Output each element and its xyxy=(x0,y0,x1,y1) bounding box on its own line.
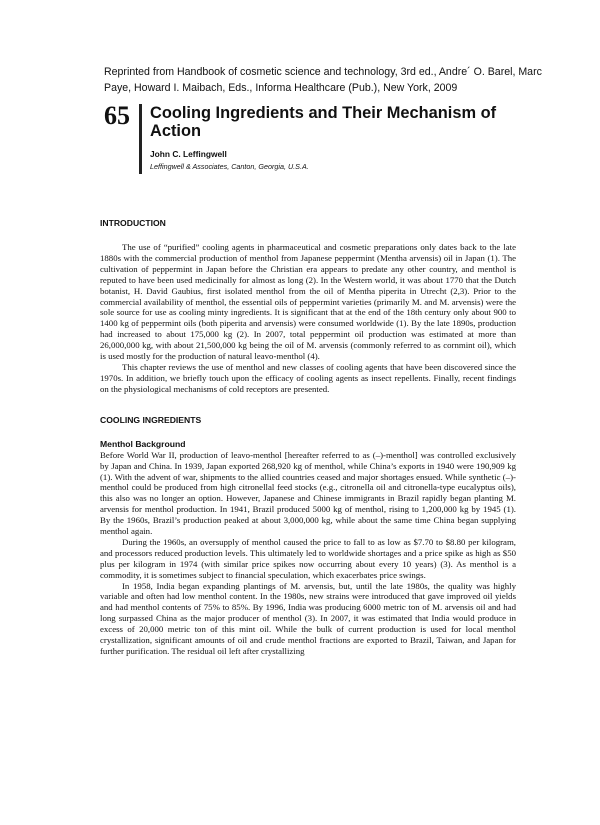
intro-paragraph-2: This chapter reviews the use of menthol and new classes of cooling agents that have been discovered since the 1970s. In addition, we briefly touch upon the efficacy of cooling agents as insect repellents. Finally, recent findings on the physiological mechanisms of cold receptors are presented. xyxy=(100,361,516,394)
cooling-paragraph-2: During the 1960s, an oversupply of menthol caused the price to fall to as low as $7.70 to $8.80 per kilogram, and processors reduced production levels. This ultimately led to worldwide shortages and a price spike as high as $50 plus per kilogram in 1974 (with similar price spikes now occurring about every 10 years) (3). As menthol is a commodity, it is sometimes subject to financial speculation, which exacerbates price swings. xyxy=(100,536,516,580)
cooling-paragraph-1: Before World War II, production of leavo-menthol [hereafter referred to as (–)-menthol] was controlled exclusively by Japan and China. In 1939, Japan exported 268,920 kg of menthol, while China’s exports in 1940 were 190,909 kg (1). With the advent of war, shipments to the allied countries ceased and major shortages ensued. While synthetic (–)-menthol could be produced from high citronellal feed stocks (e.g., citronella oil and citronella-type eucalyptus oils), this also was no longer an option. However, Japanese and Chinese immigrants in Brazil rapidly began planting M. arvensis for menthol production. In 1941, Brazil produced 5000 kg of menthol, rising to 1,200,000 kg by 1945 (1). By the 1960s, Brazil’s production peaked at about 3,000,000 kg, while about the same time China began supplying menthol again. xyxy=(100,449,516,537)
article-body xyxy=(100,218,516,657)
chapter-divider-bar xyxy=(139,104,142,174)
chapter-title: Cooling Ingredients and Their Mechanism of Action xyxy=(150,104,497,140)
reprint-note: Reprinted from Handbook of cosmetic science and technology, 3rd ed., Andre´ O. Barel, Marc Paye, Howard I. Maibach, Eds., Informa Healthcare (Pub.), New York, 2009 xyxy=(104,66,542,95)
section-heading-cooling-ingredients: COOLING INGREDIENTS xyxy=(100,414,202,425)
section-heading-introduction: INTRODUCTION xyxy=(100,218,166,228)
chapter-author: John C. Leffingwell xyxy=(150,149,227,159)
chapter-affiliation: Leffingwell & Associates, Canton, Georgia, U.S.A. xyxy=(150,162,309,171)
subsection-heading-menthol-background: Menthol Background xyxy=(100,438,186,449)
intro-paragraph-1: The use of “purified” cooling agents in pharmaceutical and cosmetic preparations only dates back to the late 1880s with the commercial production of menthol from Japanese peppermint (Mentha arvensis) oil in Japan (1). The cultivation of peppermint in Japan before the Christian era appears to predate any other country, and menthol is reputed to have been used medicinally for almost as long (2). In the Western world, it was about 1770 that the Dutch botanist, H. David Gaubius, first isolated menthol from the oil of Mentha piperita in Utrecht (2,3). Prior to the commercial availability of menthol, the essential oils of peppermint varieties (primarily M. and M. arvensis) were the sole source for use as cooling minty ingredients. It is significant that at the end of the 18th century only about 900 to 1400 kg of peppermint oils (both piperita and arvensis) were consumed worldwide (1). By the late 1890s, production had increased to about 175,000 kg (2). In 2007, total peppermint oil production was estimated at more than 26,000,000 kg, with about 21,500,000 kg being the oil of M. arvensis (commonly referred to as cornmint oil), which is used mostly for the production of natural leavo-menthol (4). xyxy=(100,242,516,362)
cooling-paragraph-3: In 1958, India began expanding plantings of M. arvensis, but, until the late 1980s, the quality was highly variable and often had low menthol content. In the 1980s, new strains were introduced that gave improved oil yields and had menthol contents of 75% to 85%. By 1996, India was producing 6000 metric ton of M. arvensis oil and had long surpassed China as the major producer of menthol (3). In 2007, it was estimated that India would produce in excess of 20,000 metric ton of this mint oil. While the bulk of current production is used for local menthol crystallization, significant amounts of oil and crude menthol fractions are exported to Brazil, Taiwan, and Japan for further purification. The residual oil left after crystallizing xyxy=(100,580,516,656)
chapter-number: 65 xyxy=(104,101,130,130)
